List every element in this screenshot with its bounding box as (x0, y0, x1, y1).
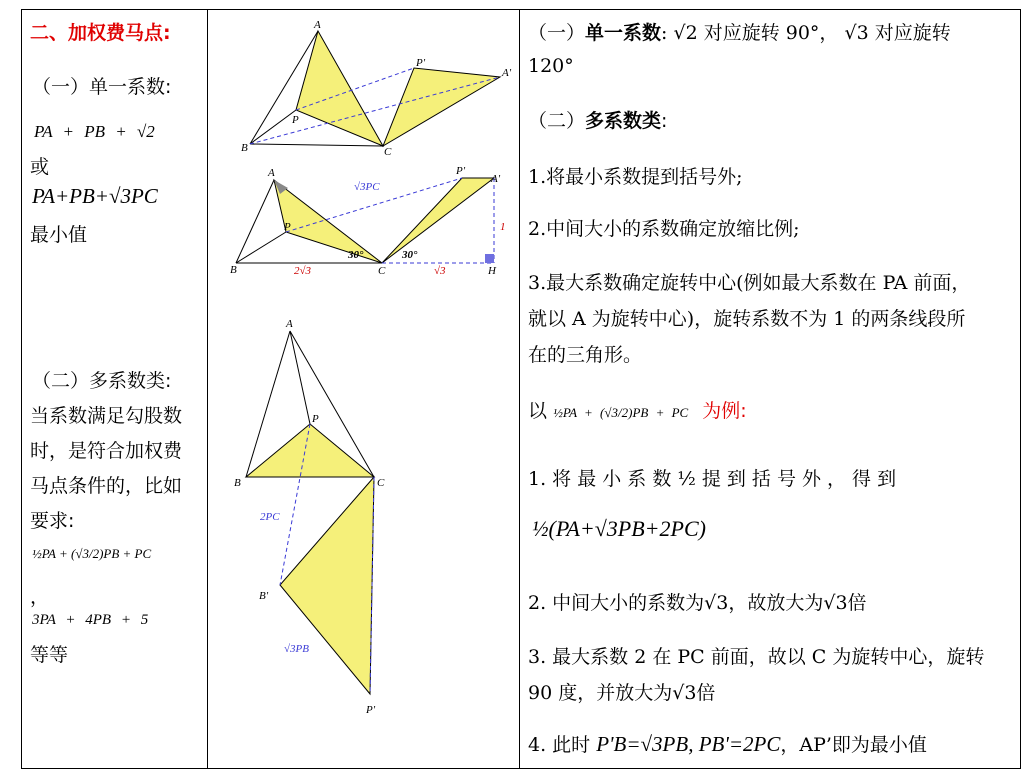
comma: ， (30, 586, 50, 608)
bot-label-Bp: B' (259, 590, 269, 602)
ex-3-line-1: 3. 最大系数 2 在 PC 前面，故以 C 为旋转中心，旋转 (528, 646, 985, 668)
mid-right-angle (485, 254, 494, 263)
figure-top (241, 19, 512, 158)
step-2: 2.中间大小的系数确定放缩比例; (528, 218, 800, 240)
ex-4-prefix: 4. 此时 (528, 734, 591, 756)
mid-label-30b: 30° (402, 249, 418, 261)
top-yellow-tri-2 (383, 68, 500, 146)
single-min: 最小值 (30, 224, 88, 246)
multi-line-3: 马点条件的，比如 (30, 475, 183, 497)
multi-expr2: 3PA + 4PB + 5 (32, 612, 149, 628)
mid-label-A: A (268, 167, 275, 179)
multi-expr1: ½PA + (√3/2)PB + PC (32, 546, 152, 561)
mid-label-P: P (284, 221, 291, 233)
mid-label-Pp: P' (456, 165, 466, 177)
ex-4-suffix: ，AP’即为最小值 (780, 734, 927, 756)
single-or: 或 (30, 156, 50, 178)
mid-ab (236, 180, 274, 263)
right-column (520, 10, 1020, 768)
top-label-C: C (384, 146, 392, 158)
multi-line-1: 当系数满足勾股数 (30, 405, 183, 427)
right-single-text2: 120° (528, 55, 574, 77)
top-label-Pp: P' (416, 57, 426, 69)
mid-label-Ap: A' (491, 173, 501, 185)
mid-label-30a: 30° (348, 249, 364, 261)
right-single-prefix: （一） (528, 22, 586, 44)
top-yellow-tri-1 (296, 31, 383, 146)
figure-mid (230, 165, 506, 277)
ex-2: 2. 中间大小的系数为√3，故放大为√3倍 (528, 592, 867, 614)
right-multi-title (528, 106, 667, 133)
mid-label-bc: 2√3 (294, 265, 312, 277)
etc: 等等 (30, 644, 69, 666)
bot-yellow-tri-1 (246, 424, 374, 477)
right-single-line1 (528, 18, 951, 45)
bot-ap (290, 331, 310, 424)
single-expr1: PA + PB + √2 (34, 122, 155, 141)
right-single-text1: : √2 对应旋转 90°， √3 对应旋转 (661, 22, 951, 44)
mid-label-B: B (230, 264, 237, 276)
top-bc (250, 144, 383, 146)
ex-4 (528, 730, 927, 757)
right-multi-bold: 多系数类 (585, 110, 662, 132)
step-1: 1.将最小系数提到括号外; (528, 166, 743, 188)
example-expr: ½PA + (√3/2)PB + PC (553, 405, 689, 420)
multi-title: （二）多系数类: (32, 370, 172, 392)
heading: 二、加权费马点: (30, 22, 171, 44)
mid-label-ch: √3 (434, 265, 446, 277)
multi-line-2: 时，是符合加权费 (30, 440, 183, 462)
bot-label-B: B (234, 477, 241, 489)
left-column (22, 10, 208, 768)
example-line (528, 396, 747, 423)
figure-column (208, 10, 520, 768)
ex-1-text: 1. 将 最 小 系 数 ½ 提 到 括 号 外 ， 得 到 (528, 468, 897, 490)
single-expr2: PA+PB+√3PC (32, 184, 158, 208)
content-table (21, 9, 1021, 769)
figure-bottom (234, 318, 385, 716)
bot-label-A: A (286, 318, 293, 330)
bot-label-2pc: 2PC (260, 511, 280, 523)
example-prefix: 以 (528, 400, 548, 422)
bot-label-C: C (377, 477, 385, 489)
mid-label-sqrt3pc: √3PC (354, 181, 380, 193)
ex-3-line-2: 90 度，并放大为√3倍 (528, 682, 716, 704)
top-label-Ap: A' (502, 67, 512, 79)
top-label-P: P (292, 114, 299, 126)
single-title: （一）单一系数: (32, 76, 172, 98)
multi-line-4: 要求: (30, 510, 75, 532)
mid-yellow-tri-2 (382, 178, 494, 263)
top-bp (250, 110, 296, 144)
top-label-B: B (241, 142, 248, 154)
figures-svg (208, 10, 520, 768)
step-3-line-3: 在的三角形。 (528, 344, 643, 366)
mid-label-H: H (488, 265, 496, 277)
step-3-line-1: 3.最大系数确定旋转中心(例如最大系数在 PA 前面， (528, 272, 971, 294)
right-multi-colon: : (661, 110, 668, 132)
bot-label-Pp: P' (366, 704, 376, 716)
mid-label-C: C (378, 265, 386, 277)
right-single-bold: 单一系数 (585, 22, 662, 44)
step-3-line-2: 就以 A 为旋转中心)，旋转系数不为 1 的两条线段所 (528, 308, 966, 330)
ex-1-expr: ½(PA+√3PB+2PC) (532, 516, 706, 541)
ex-4-expr: P'B=√3PB, PB'=2PC (596, 732, 781, 756)
mid-label-one: 1 (500, 221, 506, 233)
example-suffix: 为例: (702, 400, 747, 422)
right-multi-prefix: （二） (528, 110, 586, 132)
top-label-A: A (314, 19, 321, 31)
bot-label-sqrt3pb: √3PB (284, 643, 309, 655)
bot-label-P: P (312, 413, 319, 425)
